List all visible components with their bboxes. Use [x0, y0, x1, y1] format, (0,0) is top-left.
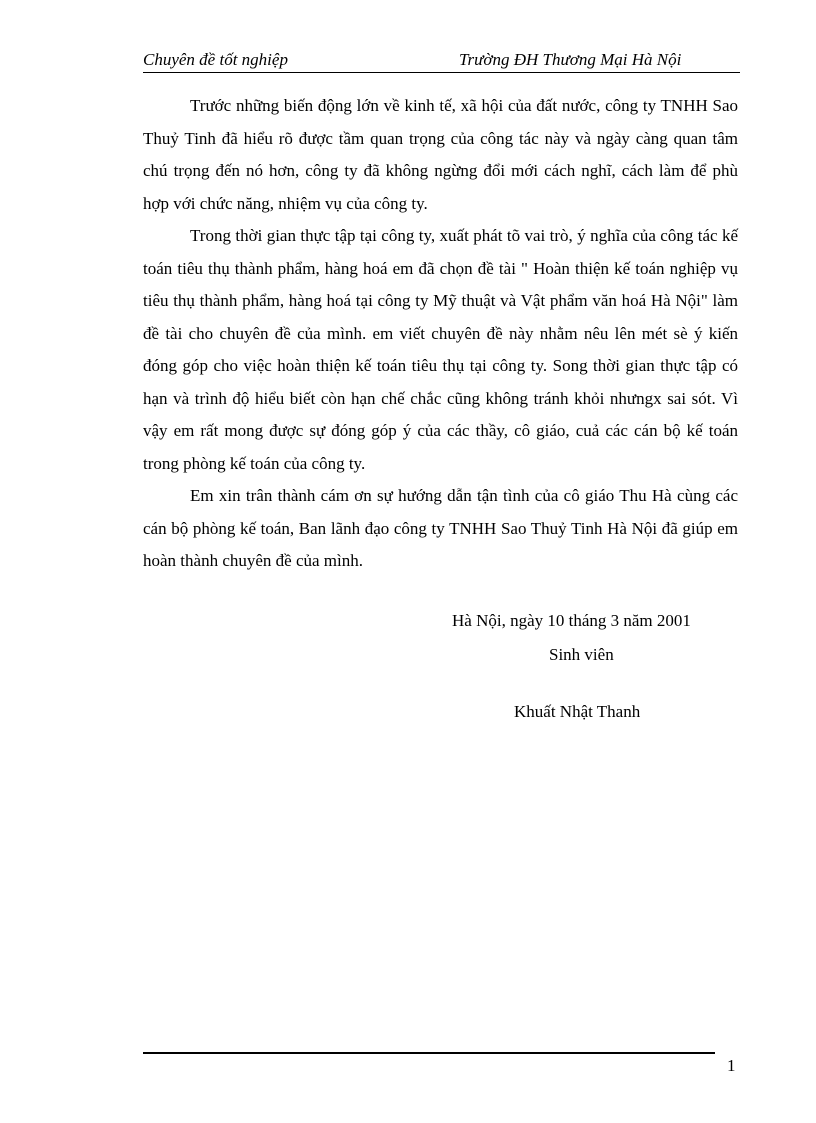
document-body	[143, 90, 738, 578]
header-university-name: Trường ĐH Thương Mại Hà Nội	[459, 50, 682, 69]
paragraph-thanks: Em xin trân thành cám ơn sự hướng dẫn tận tình của cô giáo Thu Hà cùng các cán bộ phòng kế toán, Ban lãnh đạo công ty TNHH Sao Thuỷ Tinh Hà Nội đã giúp em hoàn thành chuyên đề của mình.	[143, 486, 738, 570]
signature-date: Hà Nội, ngày 10 tháng 3 năm 2001	[452, 611, 691, 630]
page-number: 1	[727, 1056, 736, 1075]
paragraph-topic: Trong thời gian thực tập tại công ty, xuất phát tõ vai trò, ý nghĩa của công tác kế toán tiêu thụ thành phẩm, hàng hoá em đã chọn đề tài " Hoàn thiện kế toán nghiệp vụ tiêu thụ thành phẩm, hàng hoá tại công ty Mỹ thuật và Vật phẩm văn hoá Hà Nội" làm đề tài cho chuyên đề của mình. em viết chuyên đề này nhằm nêu lên mét sè ý kiến đóng góp cho việc hoàn thiện kế toán tiêu thụ tại công ty. Song thời gian thực tập có hạn và trình độ hiểu biết còn hạn chế chắc cũng không tránh khỏi nhưngx sai sót. Vì vậy em rất mong được sự đóng góp ý của các thầy, cô giáo, cuả các cán bộ kế toán trong phòng kế toán của công ty.	[143, 226, 738, 473]
paragraph-intro: Trước những biến động lớn về kinh tế, xã hội của đất nước, công ty TNHH Sao Thuỷ Tinh đã hiểu rõ được tầm quan trọng của công tác này và ngày càng quan tâm chú trọng đến nó hơn, công ty đã không ngừng đổi mới cách nghĩ, cách làm để phù hợp với chức năng, nhiệm vụ của công ty.	[143, 96, 738, 213]
signature-role: Sinh viên	[549, 645, 614, 664]
footer-divider	[143, 1052, 715, 1054]
header-document-title: Chuyên đề tốt nghiệp	[143, 50, 288, 69]
page-header	[143, 48, 740, 73]
signature-name: Khuất Nhật Thanh	[514, 702, 641, 721]
